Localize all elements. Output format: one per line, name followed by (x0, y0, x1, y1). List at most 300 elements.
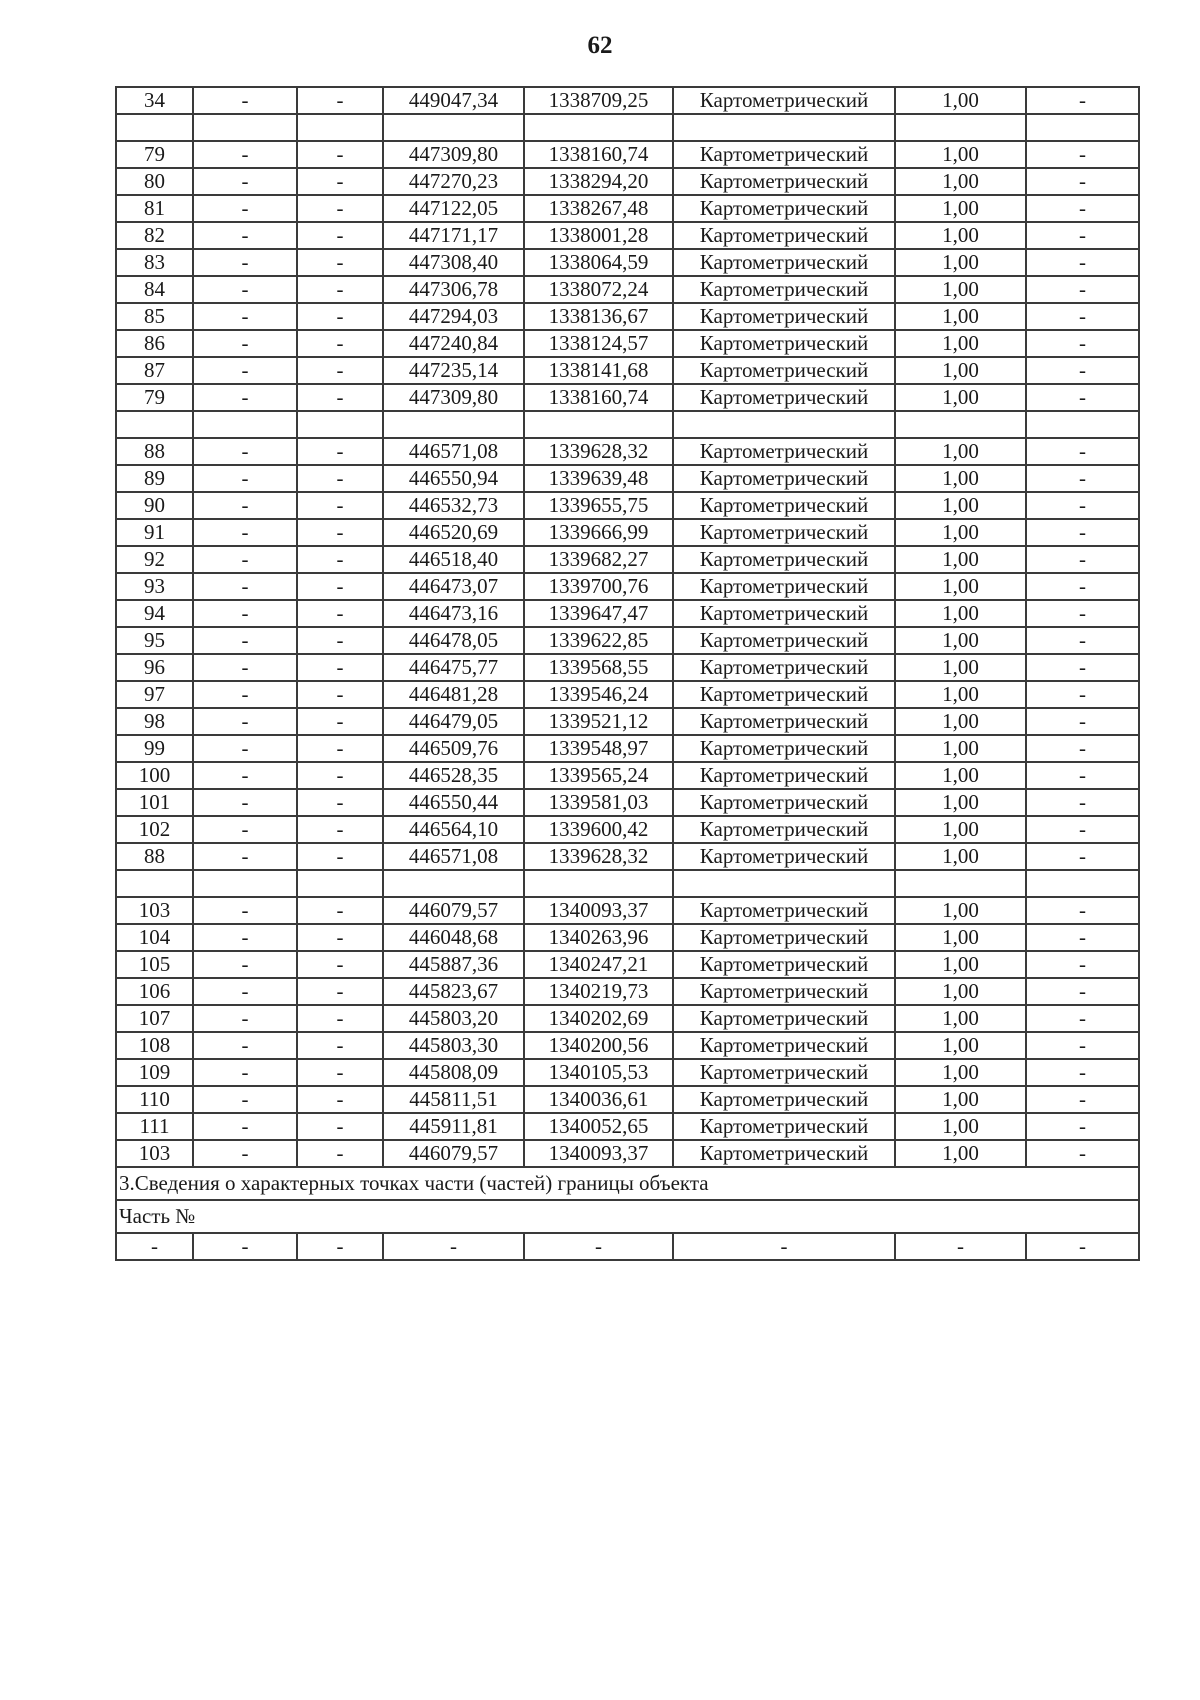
table-cell (524, 870, 673, 897)
table-cell: - (524, 1233, 673, 1260)
table-row (116, 600, 1139, 627)
table-cell: 34 (116, 87, 193, 114)
table-cell (673, 870, 895, 897)
table-cell: 89 (116, 465, 193, 492)
table-cell: - (193, 330, 297, 357)
table-cell: Картометрический (673, 438, 895, 465)
table-cell (116, 870, 193, 897)
table-cell (193, 870, 297, 897)
table-cell: 1,00 (895, 1113, 1026, 1140)
table-cell: 447308,40 (383, 249, 524, 276)
table-cell: - (1026, 627, 1139, 654)
table-cell: Картометрический (673, 546, 895, 573)
page-number: 62 (587, 32, 613, 59)
table-cell: 446509,76 (383, 735, 524, 762)
table-cell: 80 (116, 168, 193, 195)
table-cell: 1,00 (895, 681, 1026, 708)
table-cell: 1,00 (895, 654, 1026, 681)
table-cell: 1338072,24 (524, 276, 673, 303)
table-cell: 1339628,32 (524, 438, 673, 465)
table-cell: - (297, 384, 383, 411)
table-cell: 1,00 (895, 1005, 1026, 1032)
table-cell: 79 (116, 384, 193, 411)
table-cell: 1339628,32 (524, 843, 673, 870)
table-cell: 446079,57 (383, 1140, 524, 1167)
table-row (116, 951, 1139, 978)
table-cell: - (1026, 843, 1139, 870)
table-cell: Картометрический (673, 465, 895, 492)
table-row (116, 384, 1139, 411)
table-cell: Картометрический (673, 1113, 895, 1140)
table-cell: - (297, 438, 383, 465)
table-cell: - (895, 1233, 1026, 1260)
table-cell (895, 870, 1026, 897)
table-cell: Картометрический (673, 762, 895, 789)
table-cell: Картометрический (673, 924, 895, 951)
table-cell: - (193, 1032, 297, 1059)
coordinates-table (115, 86, 1140, 1261)
table-cell: 1,00 (895, 546, 1026, 573)
table-cell: Картометрический (673, 492, 895, 519)
table-cell: 90 (116, 492, 193, 519)
table-cell: - (193, 897, 297, 924)
table-cell: - (1026, 735, 1139, 762)
table-cell: 1340202,69 (524, 1005, 673, 1032)
table-cell: - (1026, 1059, 1139, 1086)
table-cell: 1339666,99 (524, 519, 673, 546)
table-cell: 1,00 (895, 1086, 1026, 1113)
table-row (116, 843, 1139, 870)
table-cell: - (1026, 681, 1139, 708)
table-cell: 101 (116, 789, 193, 816)
table-cell: - (1026, 1086, 1139, 1113)
table-cell: 445887,36 (383, 951, 524, 978)
table-cell: - (297, 1140, 383, 1167)
table-row (116, 276, 1139, 303)
table-row (116, 870, 1139, 897)
table-cell: - (1026, 384, 1139, 411)
table-cell: 1,00 (895, 897, 1026, 924)
table-cell: 446079,57 (383, 897, 524, 924)
table-cell: - (1026, 1032, 1139, 1059)
table-row (116, 465, 1139, 492)
table-cell: - (193, 195, 297, 222)
table-cell: 445811,51 (383, 1086, 524, 1113)
table-cell: 1339600,42 (524, 816, 673, 843)
table-cell: 1338141,68 (524, 357, 673, 384)
table-cell: Картометрический (673, 1059, 895, 1086)
table-cell (524, 411, 673, 438)
table-cell: 1339548,97 (524, 735, 673, 762)
table-cell: - (193, 843, 297, 870)
table-cell: 110 (116, 1086, 193, 1113)
table-cell: - (297, 627, 383, 654)
table-cell: - (193, 1086, 297, 1113)
table-cell: Картометрический (673, 1032, 895, 1059)
table-cell: - (193, 168, 297, 195)
table-cell: - (297, 600, 383, 627)
table-body (116, 87, 1139, 1260)
table-cell: Картометрический (673, 87, 895, 114)
table-cell (383, 870, 524, 897)
table-cell: 445808,09 (383, 1059, 524, 1086)
table-cell (297, 411, 383, 438)
table-cell: 1,00 (895, 1059, 1026, 1086)
table-cell: 445911,81 (383, 1113, 524, 1140)
table-cell: - (193, 735, 297, 762)
part-row (116, 1233, 1139, 1260)
table-cell: 1,00 (895, 924, 1026, 951)
table-row (116, 546, 1139, 573)
table-row (116, 519, 1139, 546)
table-cell: Картометрический (673, 843, 895, 870)
table-cell: - (193, 438, 297, 465)
table-cell: 1338136,67 (524, 303, 673, 330)
table-row (116, 222, 1139, 249)
table-cell (116, 411, 193, 438)
table-cell: 1,00 (895, 951, 1026, 978)
table-cell: 447270,23 (383, 168, 524, 195)
table-cell: 1339682,27 (524, 546, 673, 573)
table-cell: 84 (116, 276, 193, 303)
table-cell: 1,00 (895, 384, 1026, 411)
table-cell: 445823,67 (383, 978, 524, 1005)
table-cell: - (193, 546, 297, 573)
table-cell: Картометрический (673, 222, 895, 249)
table-cell: - (193, 951, 297, 978)
table-cell: 447309,80 (383, 384, 524, 411)
table-cell (1026, 870, 1139, 897)
table-cell: 1340263,96 (524, 924, 673, 951)
table-cell: 93 (116, 573, 193, 600)
table-cell: - (297, 816, 383, 843)
table-cell: 1,00 (895, 789, 1026, 816)
table-cell: - (193, 600, 297, 627)
section-title: 3.Сведения о характерных точках части (частей) границы объекта (116, 1167, 1139, 1200)
section-title-row (116, 1167, 1139, 1200)
table-cell (383, 411, 524, 438)
table-cell: - (297, 87, 383, 114)
table-cell: 79 (116, 141, 193, 168)
table-cell: 1,00 (895, 627, 1026, 654)
table-cell: 1339565,24 (524, 762, 673, 789)
table-cell: - (1026, 1005, 1139, 1032)
table-cell: - (297, 276, 383, 303)
table-cell: 87 (116, 357, 193, 384)
table-cell: 86 (116, 330, 193, 357)
table-cell: 447122,05 (383, 195, 524, 222)
table-cell: 1,00 (895, 843, 1026, 870)
table-cell: 108 (116, 1032, 193, 1059)
table-cell: - (193, 1005, 297, 1032)
table-cell: 1339655,75 (524, 492, 673, 519)
table-cell (524, 114, 673, 141)
table-cell (895, 411, 1026, 438)
table-row (116, 411, 1139, 438)
table-cell: 1,00 (895, 330, 1026, 357)
table-cell: 95 (116, 627, 193, 654)
table-cell: 94 (116, 600, 193, 627)
table-cell: Картометрический (673, 708, 895, 735)
table-cell: Картометрический (673, 978, 895, 1005)
table-cell (895, 114, 1026, 141)
table-cell: - (1026, 357, 1139, 384)
table-row (116, 1113, 1139, 1140)
table-cell: - (193, 465, 297, 492)
table-cell: Картометрический (673, 897, 895, 924)
table-row (116, 438, 1139, 465)
table-cell: 446481,28 (383, 681, 524, 708)
table-row (116, 303, 1139, 330)
table-cell: 1338160,74 (524, 141, 673, 168)
table-cell: - (193, 816, 297, 843)
table-cell: - (193, 141, 297, 168)
table-row (116, 816, 1139, 843)
table-cell: 1,00 (895, 465, 1026, 492)
table-cell: 447240,84 (383, 330, 524, 357)
table-cell: - (297, 762, 383, 789)
table-cell: - (193, 762, 297, 789)
table-row (116, 141, 1139, 168)
table-cell: 446518,40 (383, 546, 524, 573)
table-cell: - (1026, 1233, 1139, 1260)
table-cell: - (297, 843, 383, 870)
table-cell: - (1026, 438, 1139, 465)
table-row (116, 492, 1139, 519)
table-cell: - (193, 1233, 297, 1260)
table-cell: 1339639,48 (524, 465, 673, 492)
table-cell: 92 (116, 546, 193, 573)
table-cell: - (193, 708, 297, 735)
table-cell: - (193, 978, 297, 1005)
table-row (116, 1059, 1139, 1086)
table-row (116, 1086, 1139, 1113)
table-row (116, 627, 1139, 654)
table-cell: - (193, 357, 297, 384)
table-row (116, 897, 1139, 924)
table-cell (1026, 114, 1139, 141)
table-cell: - (193, 573, 297, 600)
table-cell: 1,00 (895, 708, 1026, 735)
table-cell: - (297, 951, 383, 978)
table-row (116, 681, 1139, 708)
table-cell: - (1026, 924, 1139, 951)
table-cell: - (193, 924, 297, 951)
table-cell: - (383, 1233, 524, 1260)
table-cell: 1338294,20 (524, 168, 673, 195)
table-cell: - (1026, 168, 1139, 195)
table-row (116, 1140, 1139, 1167)
table-cell: - (1026, 762, 1139, 789)
part-label: Часть № (116, 1200, 1139, 1233)
table-cell (673, 411, 895, 438)
table-cell: 96 (116, 654, 193, 681)
table-cell: 446571,08 (383, 438, 524, 465)
table-cell: 445803,20 (383, 1005, 524, 1032)
table-cell: Картометрический (673, 654, 895, 681)
table-cell: - (673, 1233, 895, 1260)
table-cell: 1340247,21 (524, 951, 673, 978)
table-cell: 1340219,73 (524, 978, 673, 1005)
table-row (116, 168, 1139, 195)
table-cell: 446475,77 (383, 654, 524, 681)
table-cell: 1,00 (895, 573, 1026, 600)
table-cell: - (193, 303, 297, 330)
table-cell: - (1026, 330, 1139, 357)
table-cell: 1,00 (895, 519, 1026, 546)
table-cell (193, 411, 297, 438)
table-cell: 446550,94 (383, 465, 524, 492)
table-cell: 446550,44 (383, 789, 524, 816)
table-cell: 106 (116, 978, 193, 1005)
table-row (116, 573, 1139, 600)
table-cell: - (193, 681, 297, 708)
table-cell: 1338124,57 (524, 330, 673, 357)
table-cell (297, 114, 383, 141)
table-cell: 104 (116, 924, 193, 951)
table-cell: 1,00 (895, 87, 1026, 114)
table-cell: 1339622,85 (524, 627, 673, 654)
table-cell: - (297, 1113, 383, 1140)
table-cell: Картометрический (673, 168, 895, 195)
table-cell: 1340200,56 (524, 1032, 673, 1059)
table-cell: 107 (116, 1005, 193, 1032)
table-cell (297, 870, 383, 897)
table-cell: 446479,05 (383, 708, 524, 735)
table-cell: 1339581,03 (524, 789, 673, 816)
table-cell: - (1026, 1140, 1139, 1167)
table-cell: 446571,08 (383, 843, 524, 870)
table-row (116, 708, 1139, 735)
table-cell: 103 (116, 1140, 193, 1167)
table-cell: Картометрический (673, 1140, 895, 1167)
table-cell: - (297, 1059, 383, 1086)
table-cell: - (297, 303, 383, 330)
table-cell: 447309,80 (383, 141, 524, 168)
table-cell: - (1026, 600, 1139, 627)
table-cell: - (297, 573, 383, 600)
table-cell: 445803,30 (383, 1032, 524, 1059)
table-cell: - (193, 222, 297, 249)
table-cell: 1,00 (895, 600, 1026, 627)
table-cell: 81 (116, 195, 193, 222)
table-cell: 1,00 (895, 978, 1026, 1005)
table-cell: - (1026, 276, 1139, 303)
table-cell: - (193, 492, 297, 519)
table-row (116, 87, 1139, 114)
table-cell: 446473,16 (383, 600, 524, 627)
table-cell: 1,00 (895, 438, 1026, 465)
table-cell: - (1026, 303, 1139, 330)
table-row (116, 330, 1139, 357)
table-cell: - (1026, 492, 1139, 519)
table-row (116, 735, 1139, 762)
table-cell: 109 (116, 1059, 193, 1086)
table-cell: - (1026, 222, 1139, 249)
table-cell: 1,00 (895, 762, 1026, 789)
table-cell: 447171,17 (383, 222, 524, 249)
table-cell (383, 114, 524, 141)
table-cell: - (297, 249, 383, 276)
table-cell: 85 (116, 303, 193, 330)
table-cell: 1339521,12 (524, 708, 673, 735)
table-cell: - (193, 276, 297, 303)
table-cell: 1338267,48 (524, 195, 673, 222)
table-row (116, 654, 1139, 681)
table-cell: 1338160,74 (524, 384, 673, 411)
table-cell: 1,00 (895, 492, 1026, 519)
table-cell: - (1026, 519, 1139, 546)
table-cell: - (297, 168, 383, 195)
table-cell: Картометрический (673, 951, 895, 978)
table-cell: - (1026, 951, 1139, 978)
table-cell: 446478,05 (383, 627, 524, 654)
table-cell: - (297, 1005, 383, 1032)
table-cell: Картометрический (673, 627, 895, 654)
table-cell: Картометрический (673, 681, 895, 708)
table-cell: 1339546,24 (524, 681, 673, 708)
table-cell: - (297, 546, 383, 573)
table-cell: 447235,14 (383, 357, 524, 384)
table-cell (1026, 411, 1139, 438)
table-cell: - (1026, 465, 1139, 492)
table-cell: - (297, 492, 383, 519)
table-cell: 446473,07 (383, 573, 524, 600)
table-cell (116, 114, 193, 141)
table-cell: 447294,03 (383, 303, 524, 330)
table-cell: 1,00 (895, 357, 1026, 384)
table-row (116, 357, 1139, 384)
table-cell: - (297, 465, 383, 492)
table-cell: 105 (116, 951, 193, 978)
table-cell: 1,00 (895, 816, 1026, 843)
table-cell: - (1026, 195, 1139, 222)
table-cell: Картометрический (673, 816, 895, 843)
table-cell: 1,00 (895, 249, 1026, 276)
table-cell: - (193, 1059, 297, 1086)
table-row (116, 924, 1139, 951)
table-cell: 1339647,47 (524, 600, 673, 627)
table-cell: - (1026, 897, 1139, 924)
table-cell: - (1026, 546, 1139, 573)
table-cell: 446532,73 (383, 492, 524, 519)
table-cell: - (1026, 789, 1139, 816)
table-cell: 1339568,55 (524, 654, 673, 681)
table-cell: 1,00 (895, 303, 1026, 330)
table-cell: - (297, 330, 383, 357)
table-cell: 1,00 (895, 168, 1026, 195)
table-cell: 88 (116, 843, 193, 870)
table-cell: 1,00 (895, 222, 1026, 249)
table-cell: 446528,35 (383, 762, 524, 789)
table-cell: 91 (116, 519, 193, 546)
table-cell: 1338709,25 (524, 87, 673, 114)
table-cell: - (193, 87, 297, 114)
table-cell: 1339700,76 (524, 573, 673, 600)
table-cell: Картометрический (673, 303, 895, 330)
table-cell: Картометрический (673, 789, 895, 816)
table-cell: - (297, 1086, 383, 1113)
table-cell: Картометрический (673, 600, 895, 627)
table-cell: Картометрический (673, 330, 895, 357)
table-cell: - (193, 1140, 297, 1167)
table-cell: - (1026, 708, 1139, 735)
table-cell: - (193, 654, 297, 681)
table-cell: - (297, 897, 383, 924)
table-cell: 446048,68 (383, 924, 524, 951)
table-cell: Картометрический (673, 141, 895, 168)
table-cell: - (297, 978, 383, 1005)
